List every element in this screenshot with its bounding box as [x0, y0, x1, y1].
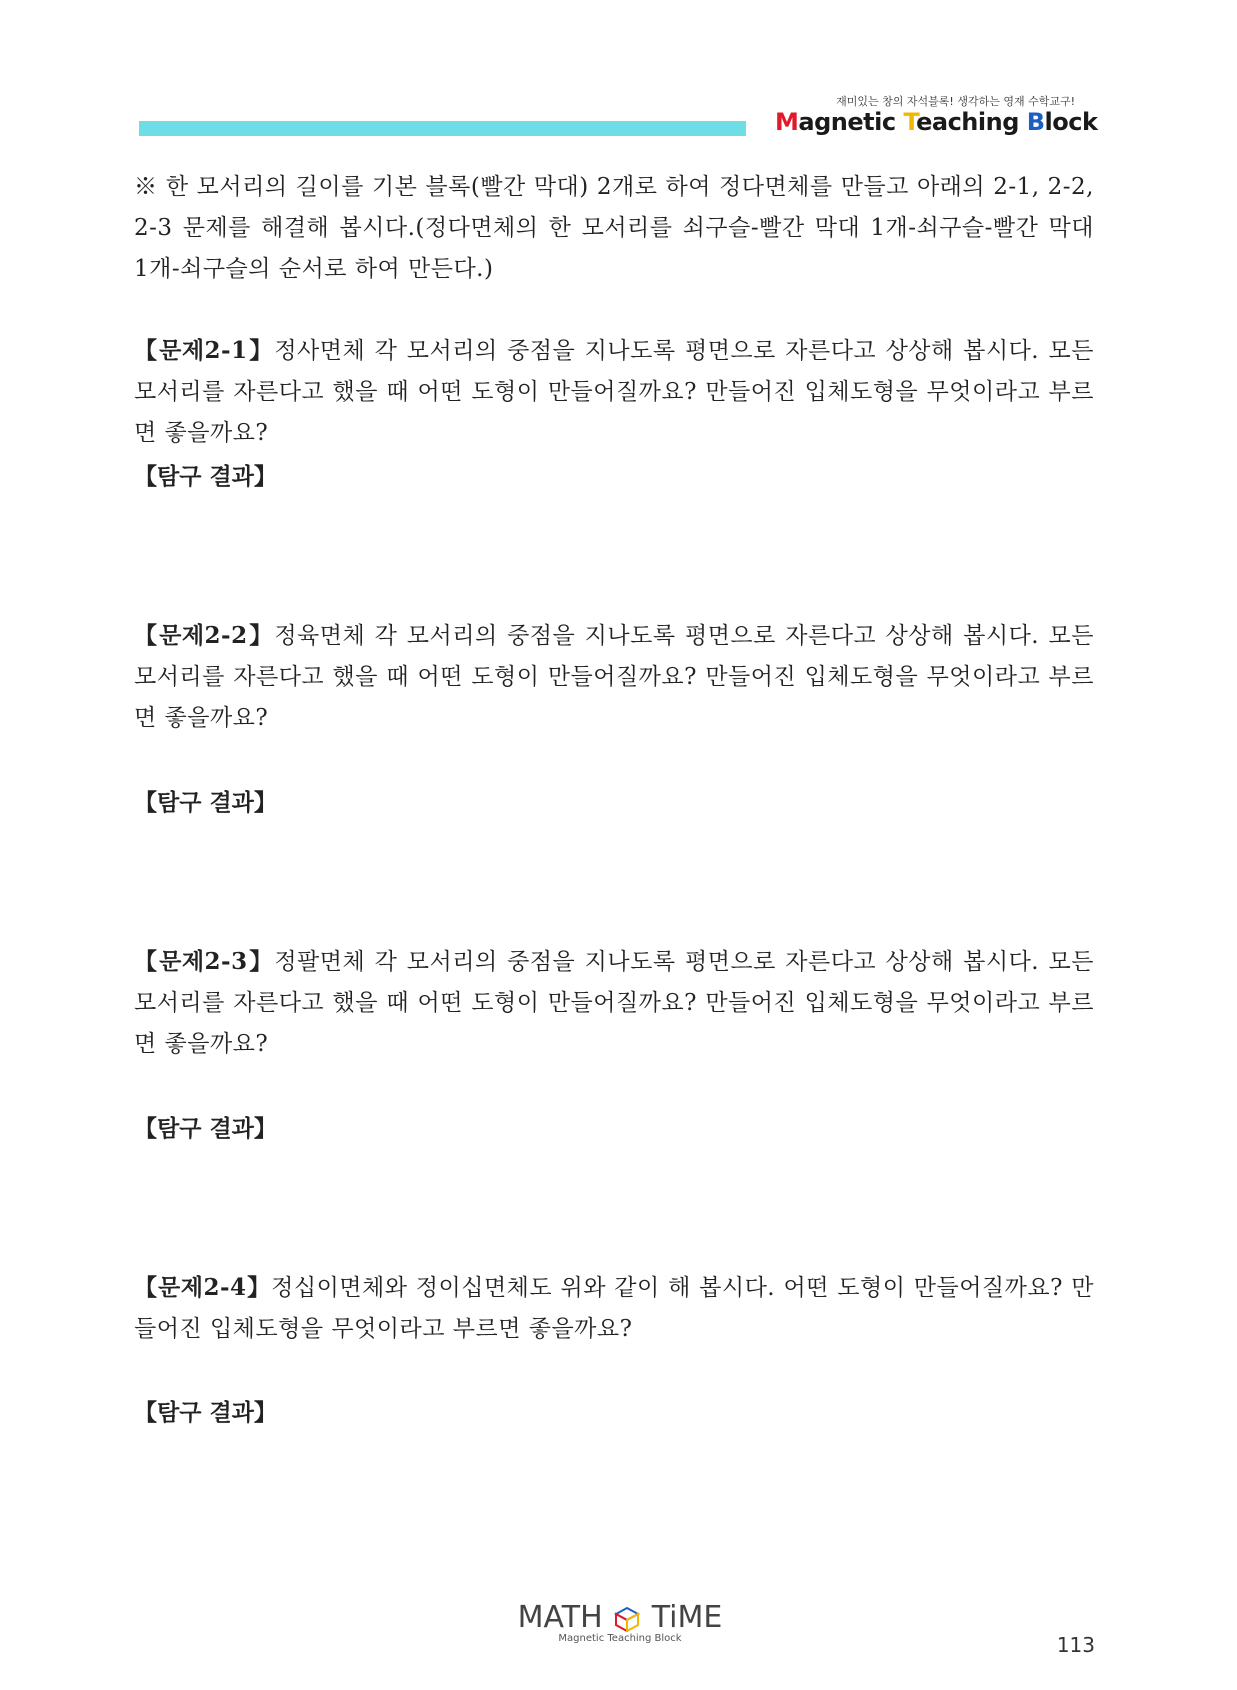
problem-2-2	[134, 615, 1094, 739]
page-number: 113	[1056, 1633, 1095, 1657]
problem-text: 정사면체 각 모서리의 중점을 지나도록 평면으로 자른다고 상상해 봅시다. 모든 모서리를 자른다고 했을 때 어떤 도형이 만들어질까요? 만들어진 입체도형을 무엇이라고 부르면 좋을까요?	[134, 338, 1094, 446]
brand-logo	[775, 108, 1098, 136]
brand-word-2: eaching	[916, 108, 1027, 136]
result-heading-2-1: 【탐구 결과】	[134, 463, 277, 490]
result-heading-2-3: 【탐구 결과】	[134, 1115, 277, 1142]
brand-initial-m: M	[775, 108, 799, 136]
brand-word-1: agnetic	[798, 108, 904, 136]
brand-initial-b: B	[1026, 108, 1045, 136]
header-tagline: 재미있는 창의 자석블록! 생각하는 영재 수학교구!	[836, 95, 1075, 108]
problem-label: 【문제2-3】	[134, 948, 275, 975]
header-bar	[139, 121, 746, 136]
logo-time: TiME	[651, 1600, 723, 1635]
brand-word-3: lock	[1044, 108, 1098, 136]
problem-label: 【문제2-1】	[134, 337, 275, 364]
problem-label: 【문제2-2】	[134, 622, 275, 649]
result-heading-2-2: 【탐구 결과】	[134, 789, 277, 816]
problem-text: 정육면체 각 모서리의 중점을 지나도록 평면으로 자른다고 상상해 봅시다. 모든 모서리를 자른다고 했을 때 어떤 도형이 만들어질까요? 만들어진 입체도형을 무엇이라고 부르면 좋을까요?	[134, 623, 1094, 731]
problem-text: 정십이면체와 정이십면체도 위와 같이 해 봅시다. 어떤 도형이 만들어질까요? 만들어진 입체도형을 무엇이라고 부르면 좋을까요?	[134, 1275, 1094, 1342]
intro-paragraph: ※ 한 모서리의 길이를 기본 블록(빨간 막대) 2개로 하여 정다면체를 만들고 아래의 2-1, 2-2, 2-3 문제를 해결해 봅시다.(정다면체의 한 모서리를 쇠구슬-빨간 막대 1개-쇠구슬-빨간 막대 1개-쇠구슬의 순서로 하여 만든다.)	[134, 174, 1094, 282]
problem-label: 【문제2-4】	[134, 1274, 272, 1301]
logo-subtitle: Magnetic Teaching Block	[558, 1633, 682, 1644]
problem-2-3	[134, 941, 1094, 1065]
problem-2-1	[134, 330, 1094, 454]
logo-math: MATH	[517, 1600, 603, 1635]
result-heading-2-4: 【탐구 결과】	[134, 1399, 277, 1426]
problem-text: 정팔면체 각 모서리의 중점을 지나도록 평면으로 자른다고 상상해 봅시다. 모든 모서리를 자른다고 했을 때 어떤 도형이 만들어질까요? 만들어진 입체도형을 무엇이라고 부르면 좋을까요?	[134, 949, 1094, 1057]
brand-initial-t: T	[903, 108, 917, 136]
footer-logo	[500, 1600, 740, 1644]
problem-2-4	[134, 1267, 1094, 1350]
cube-icon	[614, 1606, 640, 1632]
